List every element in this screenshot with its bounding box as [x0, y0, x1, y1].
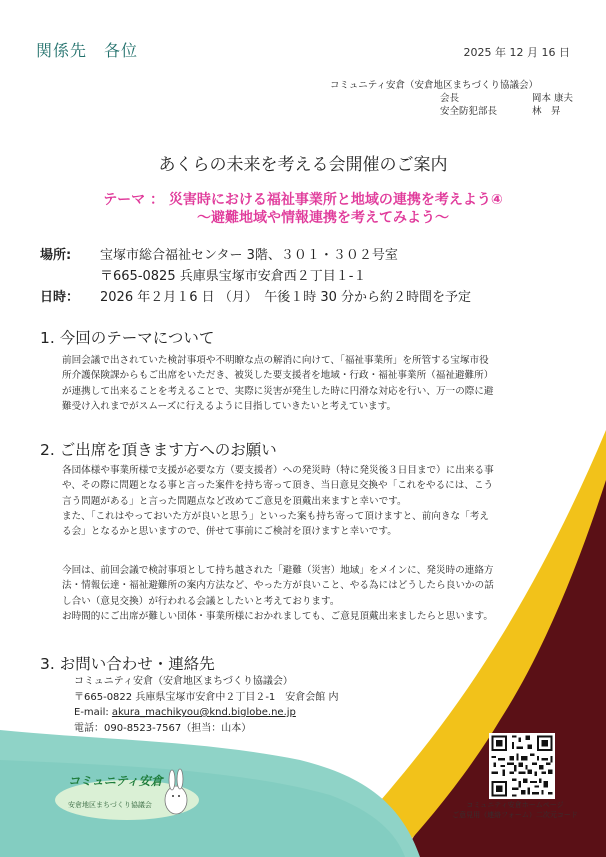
section1-line: 難受け入れまでがスムーズに行えるように目指していきたいと考えています。	[62, 400, 397, 412]
contact-address: 〒665-0822 兵庫県宝塚市安倉中２丁目２-1 安倉会館 内	[74, 691, 339, 703]
phone-label: 電話：	[74, 722, 104, 734]
sender-block	[330, 79, 573, 118]
section2-line: 今回は、前回会議で検討事項として持ち越された「避難（災害）地域」をメインに、発災時の連絡方	[62, 565, 494, 576]
contact-email-row	[74, 705, 338, 721]
section2-line: お時間的にご出席が難しい団体・事業所様におかれましても、ご意見頂戴出来ましたらと思います。	[62, 610, 493, 622]
phone-number: 090-8523-7567（担当：山本）	[104, 722, 252, 734]
contact-phone-row	[74, 721, 338, 737]
section1-body	[62, 353, 572, 414]
section2-heading: 2. ご出席を頂きます方へのお願い	[40, 441, 277, 459]
signer-row-2	[330, 105, 573, 118]
section1-line: 所介護保険課からもご出席をいただき、被災した要支援者を地域・行政・福祉事業所（福祉避難所）	[62, 370, 494, 382]
section2-line: また、「これはやっておいた方が良いと思う」といった案も持ち寄って頂けますと、前向きな「考え	[62, 510, 489, 522]
section3-heading: 3. お問い合わせ・連絡先	[40, 655, 215, 673]
section2-body-b	[62, 563, 572, 624]
section2-line: 言う問題がある」と言った問題点など改めてご意見を頂戴出来ますと幸いです。	[62, 495, 407, 507]
qr-caption	[430, 800, 600, 820]
rabbit-icon	[165, 769, 187, 814]
section1-line: が連携して出来ることを考えることで、実際に災害が発生した時に円滑な対応を行い、万一の際に避	[62, 385, 494, 397]
contact-block	[74, 674, 338, 736]
venue-line-2: 〒665-0825 兵庫県宝塚市安倉西２丁目１-１	[100, 269, 367, 284]
signer1-name: 岡本 康夫	[532, 93, 574, 104]
theme-line-2: ～避難地域や情報連携を考えてみよう～	[197, 210, 449, 226]
section2-line: 法・情報伝達・福祉避難所の案内方法など、やった方が良いこと、やる為にはどうしたら良いかの話	[62, 580, 494, 592]
theme-line-1: テーマ ： 災害時における福祉事業所と地域の連携を考えよう④	[103, 192, 503, 208]
signer2-name: 林 昇	[532, 106, 561, 117]
section2-line: し合い（意見交換）が行われる会議としたいと考えております。	[62, 595, 340, 607]
datetime-label: 日時：	[40, 290, 80, 305]
email-label: E-mail:	[74, 707, 112, 718]
contact-org: コミュニティ安倉（安倉地区まちづくり協議会）	[74, 676, 293, 687]
sender-org: コミュニティ安倉（安倉地区まちづくり協議会）	[330, 80, 538, 91]
qr-code[interactable]	[489, 733, 555, 799]
page-title: あくらの未来を考える会開催のご案内	[158, 155, 448, 175]
section2-body-a	[62, 463, 572, 539]
venue-label: 場所:	[40, 248, 72, 263]
qr-caption-line-2: ご意見用（連絡フォーム）二次元コード	[452, 811, 578, 819]
addressee: 関係先 各位	[36, 41, 139, 60]
signer1-role: 会長	[440, 93, 460, 104]
signer2-role: 安全防犯部長	[440, 106, 498, 117]
section2-line: 各団体様や事業所様で支援が必要な方（要支援者）への発災時（特に発災後３日目まで）に出来る事	[62, 465, 494, 476]
section2-line: や、その際に問題となる事と言った案件を持ち寄って頂き、当日意見交換や「これをやるには、こう	[62, 480, 494, 492]
logo-text: コミュニティ安倉	[68, 774, 163, 788]
qr-caption-line-1: コミュニティ安倉ホームページ	[466, 801, 564, 809]
section1-heading: 1. 今回のテーマについて	[40, 329, 215, 347]
email-link[interactable]: akura_machikyou@knd.biglobe.ne.jp	[111, 707, 296, 718]
section2-line: る会」となるかと思いますので、併せて事前にご検討を頂けますと幸いです。	[62, 526, 397, 538]
venue-line-1: 宝塚市総合福祉センター 3階、３０１・３０２号室	[100, 248, 398, 263]
section1-line: 前回会議で出されていた検討事項や不明瞭な点の解消に向けて、「福祉事業所」を所管する宝塚市役	[62, 355, 489, 366]
datetime-value: 2026 年２月１6 日 （月） 午後１時 30 分から約２時間を予定	[100, 290, 472, 305]
document-date: 2025 年 12 月 16 日	[463, 46, 570, 59]
logo-subtext: 安倉地区まちづくり協議会	[68, 801, 152, 809]
signer-row-1	[330, 92, 573, 105]
